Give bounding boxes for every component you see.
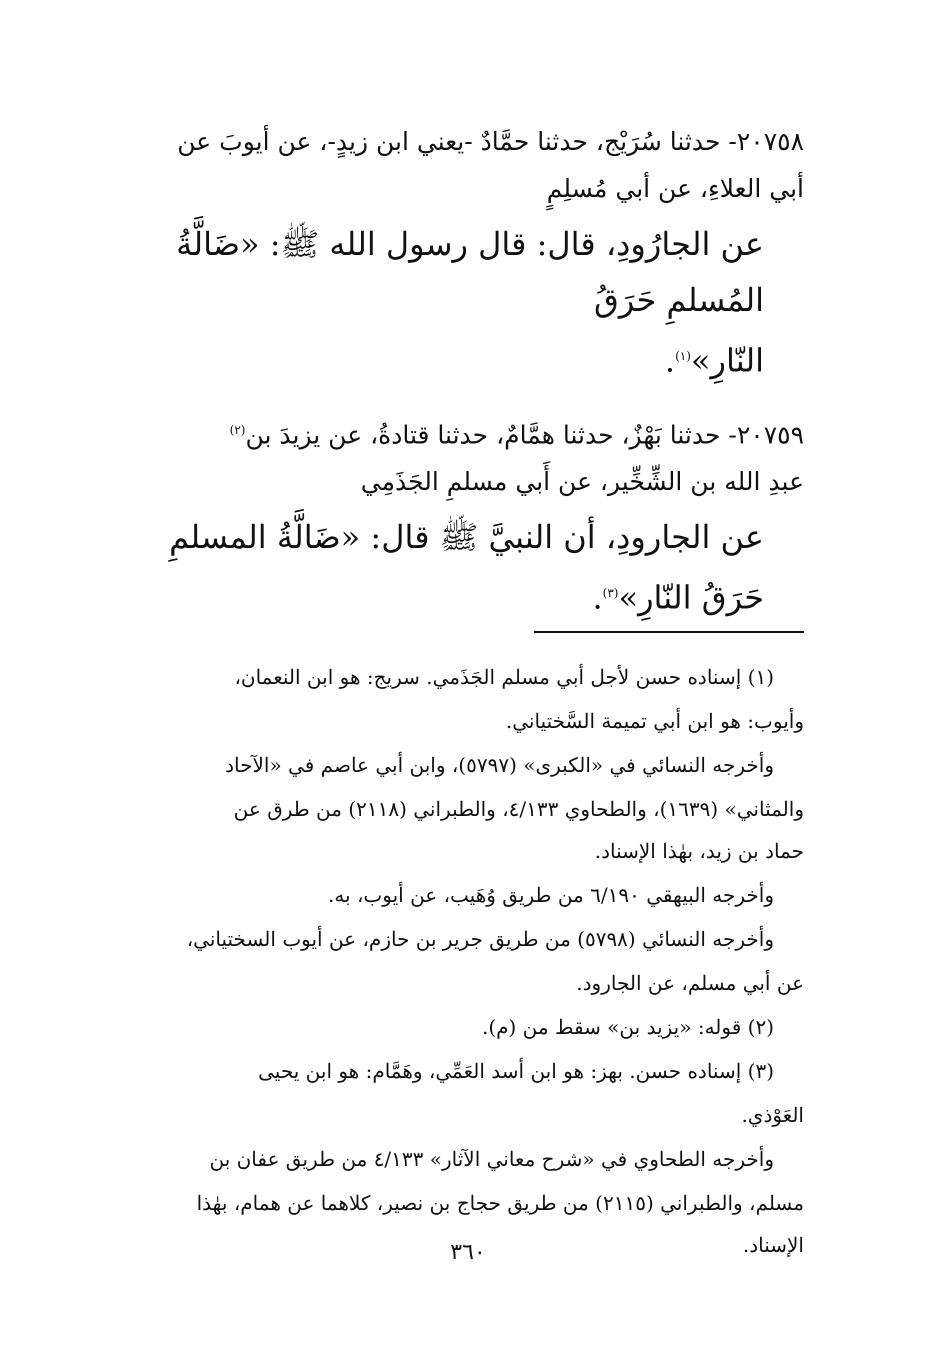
footnote-2 [128, 1006, 804, 1048]
footnote-ref[interactable]: (٢) [229, 422, 246, 437]
footnote-line: (٣) إسناده حسن. بهز: هو ابن أسد العَمِّي، وهَمَّام: هو ابن يحيى [258, 1059, 774, 1083]
footnote-line: والمثاني» (١٦٣٩)، والطحاوي ٤/١٣٣، والطبراني (٢١١٨) من طرق عن [233, 797, 804, 821]
matn-line: عن الجارودِ، أن النبيَّ ﷺ قال: «ضَالَّةُ المسلمِ حَرَقُ النّارِ» [169, 517, 764, 617]
hadith-matn [128, 509, 804, 626]
footnote-1-nasai-cont [128, 962, 804, 1004]
hadith-20759 [128, 407, 804, 626]
footnote-line: وأخرجه الطحاوي في «شرح معاني الآثار» ٤/١٣٣ من طريق عفان بن [209, 1147, 774, 1171]
matn-end: . [592, 578, 603, 617]
footnote-1-cont [128, 700, 804, 742]
footnote-1-bayhaqi [128, 874, 804, 916]
matn-line: النّارِ» [690, 341, 764, 380]
footnote-line: العَوْذي. [741, 1103, 804, 1127]
main-text [128, 118, 804, 644]
hadith-isnad [128, 407, 804, 505]
isnad-line: ٢٠٧٥٩- حدثنا بَهْزٌ، حدثنا همَّامٌ، حدثنا قتادةُ، عن يزيدَ بن [245, 419, 804, 449]
footnote-line: مسلم، والطبراني (٢١١٥) من طريق حجاج بن نصير، كلاهما عن همام، بهٰذا [196, 1191, 804, 1215]
matn-line: عن الجارُودِ، قال: قال رسول الله ﷺ: «ضَالَّةُ المُسلمِ حَرَقُ [176, 225, 764, 319]
footnote-3-cont [128, 1094, 804, 1136]
footnotes [128, 656, 804, 1268]
footnote-ref[interactable]: (١) [675, 349, 691, 363]
footnote-line: حماد بن زيد، بهٰذا الإسناد. [594, 839, 804, 863]
footnote-line: وأخرجه النسائي (٥٧٩٨) من طريق جرير بن حازم، عن أيوب السختياني، [186, 927, 774, 951]
isnad-line: أبي العلاءِ، عن أبي مُسلِمٍ [546, 174, 804, 203]
footnote-1-nasai [128, 918, 804, 960]
footnote-line: وأخرجه البيهقي ٦/١٩٠ من طريق وُهَيب، عن أيوب، به. [327, 883, 774, 907]
footnote-3-takhrij [128, 1138, 804, 1180]
footnote-line: وأخرجه النسائي في «الكبرى» (٥٧٩٧)، وابن أبي عاصم في «الآحاد [225, 753, 774, 777]
hadith-isnad [128, 118, 804, 212]
footnote-ref[interactable]: (٣) [602, 585, 619, 600]
footnote-line: وأيوب: هو ابن أبي تميمة السَّختياني. [505, 709, 804, 733]
footnote-1 [128, 656, 804, 698]
hadith-matn [128, 216, 804, 389]
footnote-3 [128, 1050, 804, 1092]
footnote-1-takhrij [128, 744, 804, 786]
footnote-1-takhrij-cont [128, 788, 804, 872]
footnote-line: (١) إسناده حسن لأجل أبي مسلم الجَذَمي. سريج: هو ابن النعمان، [234, 665, 774, 689]
footnote-line: الإسناد. [742, 1233, 804, 1257]
hadith-20758 [128, 118, 804, 389]
isnad-line: عبدِ الله بن الشِّخِّير، عن أَبي مسلمِ الجَذَمِي [360, 466, 804, 496]
footnote-line: عن أبي مسلم، عن الجارود. [576, 971, 804, 995]
page-number: ٣٦٠ [450, 1240, 486, 1265]
footnote-line: (٢) قوله: «يزيد بن» سقط من (م). [481, 1015, 774, 1039]
matn-end: . [664, 341, 676, 380]
footnote-divider [534, 631, 804, 633]
isnad-line: ٢٠٧٥٨- حدثنا سُرَيْج، حدثنا حمَّادٌ -يعني ابن زيدٍ-، عن أيوبَ عن [177, 127, 804, 156]
